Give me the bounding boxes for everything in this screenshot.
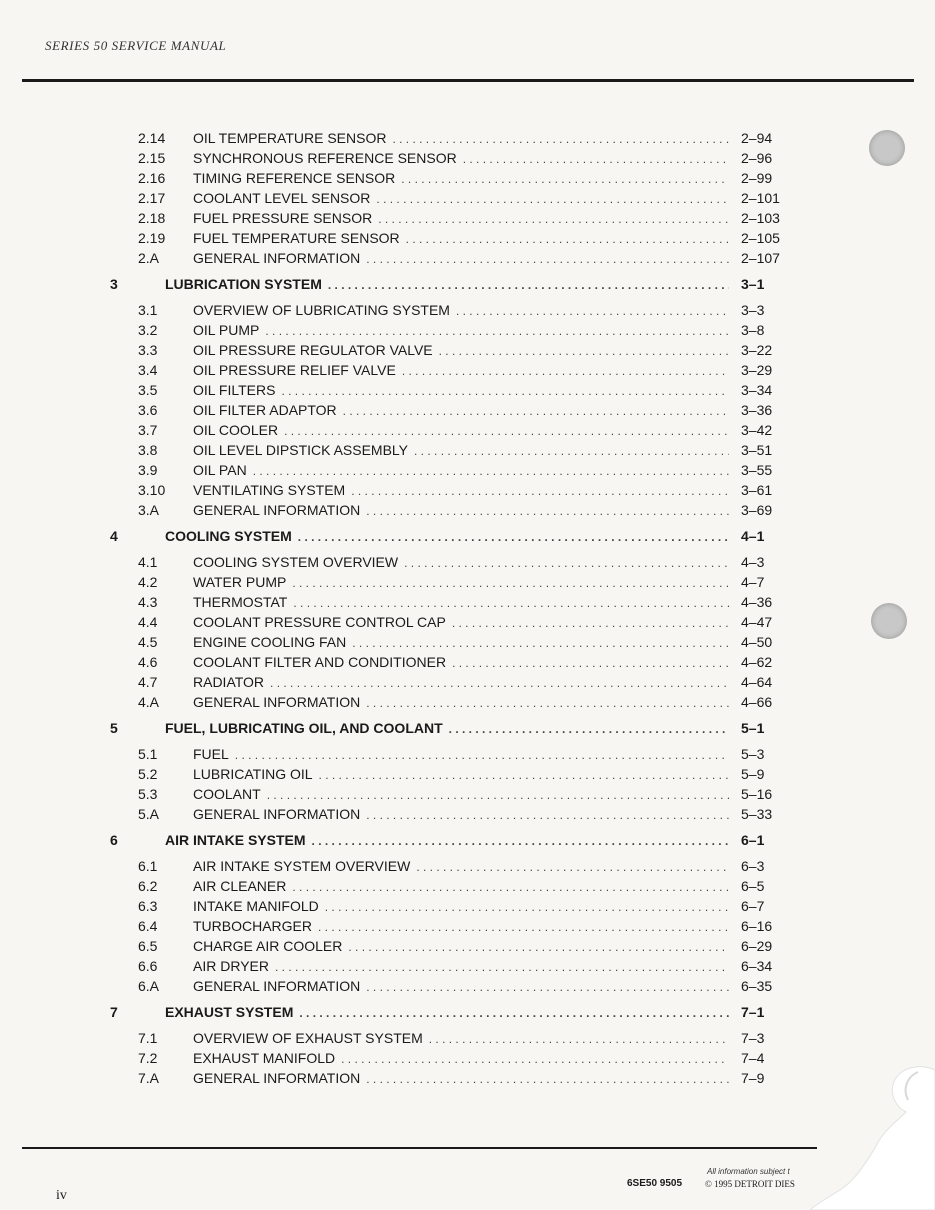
toc-title: GENERAL INFORMATION [193,502,361,518]
dot-leader [376,189,729,209]
toc-page-ref: 4–3 [741,554,765,570]
toc-title: FUEL [193,746,229,762]
toc-section-row[interactable] [0,1028,935,1048]
toc-page-ref: 7–3 [741,1030,765,1046]
dot-leader [325,897,729,917]
dot-leader [366,805,729,825]
toc-page-ref: 6–29 [741,938,773,954]
footer-disclaimer: All information subject t [707,1167,790,1176]
dot-leader [352,633,729,653]
toc-page-ref: 3–55 [741,462,773,478]
toc-number: 4.4 [138,614,158,630]
toc-page-ref: 4–1 [741,528,765,544]
dot-leader [318,917,729,937]
toc-title: ENGINE COOLING FAN [193,634,347,650]
toc-entry [193,652,729,673]
dot-leader [463,149,729,169]
toc-title: OIL PRESSURE REGULATOR VALVE [193,342,433,358]
toc-page-ref: 5–33 [741,806,773,822]
toc-section-row[interactable] [0,1048,935,1068]
toc-number: 6.2 [138,878,158,894]
toc-number: 7 [110,1004,118,1020]
toc-section-row[interactable] [0,340,935,360]
toc-entry [193,856,729,877]
toc-entry [193,976,729,997]
dot-leader [319,765,729,785]
toc-title: FUEL, LUBRICATING OIL, AND COOLANT [165,720,443,736]
toc-title: AIR CLEANER [193,878,287,894]
dot-leader [406,229,729,249]
dot-leader [292,573,729,593]
toc-entry [165,526,729,547]
toc-section-row[interactable] [0,420,935,440]
toc-entry [193,1048,729,1069]
toc-page-ref: 3–8 [741,322,765,338]
toc-title: LUBRICATING OIL [193,766,313,782]
toc-section-row[interactable] [0,440,935,460]
toc-title: COOLANT FILTER AND CONDITIONER [193,654,447,670]
toc-number: 2.19 [138,230,166,246]
toc-number: 3.6 [138,402,158,418]
toc-page-ref: 3–69 [741,502,773,518]
toc-number: 2.16 [138,170,166,186]
toc-number: 4.7 [138,674,158,690]
dot-leader [366,693,729,713]
dot-leader [299,1003,729,1023]
toc-entry [193,248,729,269]
toc-section-row[interactable] [0,400,935,420]
toc-entry [193,208,729,229]
toc-entry [193,876,729,897]
toc-entry [193,672,729,693]
toc-page-ref: 4–66 [741,694,773,710]
toc-number: 6.A [138,978,160,994]
toc-title: THERMOSTAT [193,594,288,610]
toc-page-ref: 2–99 [741,170,773,186]
toc-number: 6.4 [138,918,158,934]
toc-section-row[interactable] [0,956,935,976]
toc-entry [193,744,729,765]
toc-page-ref: 3–61 [741,482,773,498]
toc-title: AIR INTAKE SYSTEM [165,832,306,848]
toc-title: OIL PAN [193,462,247,478]
toc-number: 2.14 [138,130,166,146]
toc-number: 3.9 [138,462,158,478]
toc-page-ref: 6–1 [741,832,765,848]
toc-entry [193,1028,729,1049]
toc-entry [193,552,729,573]
toc-title: OIL TEMPERATURE SENSOR [193,130,387,146]
toc-section-row[interactable] [0,876,935,896]
toc-number: 3.4 [138,362,158,378]
dot-leader [253,461,729,481]
toc-entry [165,830,729,851]
toc-title: OIL FILTER ADAPTOR [193,402,337,418]
toc-title: OIL COOLER [193,422,279,438]
toc-title: EXHAUST SYSTEM [165,1004,294,1020]
toc-section-row[interactable] [0,896,935,916]
torn-page-corner [810,1060,935,1210]
toc-title: LUBRICATION SYSTEM [165,276,322,292]
toc-title: OIL FILTERS [193,382,276,398]
dot-leader [392,129,729,149]
binder-hole-top [869,130,905,166]
toc-entry [193,228,729,249]
dot-leader [366,249,729,269]
dot-leader [270,673,729,693]
toc-title: COOLANT LEVEL SENSOR [193,190,371,206]
toc-section-row[interactable] [0,380,935,400]
dot-leader [284,421,729,441]
toc-number: 7.1 [138,1030,158,1046]
toc-title: CHARGE AIR COOLER [193,938,343,954]
toc-entry [193,764,729,785]
dot-leader [267,785,729,805]
toc-number: 3.10 [138,482,166,498]
toc-number: 6.3 [138,898,158,914]
dot-leader [265,321,729,341]
toc-page-ref: 4–64 [741,674,773,690]
binder-hole-middle [871,603,907,639]
toc-number: 6.6 [138,958,158,974]
dot-leader [401,169,729,189]
toc-section-row[interactable] [0,552,935,572]
toc-number: 3.8 [138,442,158,458]
toc-section-row[interactable] [0,248,935,268]
toc-number: 6.5 [138,938,158,954]
toc-section-row[interactable] [0,652,935,672]
toc-number: 2.A [138,250,160,266]
toc-page-ref: 3–36 [741,402,773,418]
toc-title: INTAKE MANIFOLD [193,898,319,914]
toc-chapter-row[interactable] [0,1002,935,1022]
dot-leader [275,957,729,977]
dot-leader [298,527,729,547]
toc-chapter-row[interactable] [0,830,935,850]
dot-leader [439,341,729,361]
toc-section-row[interactable] [0,168,935,188]
toc-section-row[interactable] [0,480,935,500]
dot-leader [348,937,729,957]
toc-page-ref: 3–3 [741,302,765,318]
toc-number: 2.18 [138,210,166,226]
toc-title: AIR INTAKE SYSTEM OVERVIEW [193,858,411,874]
toc-number: 5.2 [138,766,158,782]
toc-entry [193,168,729,189]
toc-entry [193,592,729,613]
toc-chapter-row[interactable] [0,526,935,546]
toc-number: 3.3 [138,342,158,358]
toc-page-ref: 3–42 [741,422,773,438]
toc-section-row[interactable] [0,128,935,148]
dot-leader [293,593,729,613]
toc-section-row[interactable] [0,804,935,824]
toc-page-ref: 3–29 [741,362,773,378]
toc-title: OIL PUMP [193,322,260,338]
toc-number: 3.5 [138,382,158,398]
toc-entry [193,188,729,209]
toc-section-row[interactable] [0,500,935,520]
dot-leader [366,977,729,997]
toc-title: COOLANT [193,786,261,802]
toc-section-row[interactable] [0,228,935,248]
toc-page-ref: 4–47 [741,614,773,630]
toc-number: 7.A [138,1070,160,1086]
toc-section-row[interactable] [0,188,935,208]
toc-number: 5 [110,720,118,736]
dot-leader [452,653,729,673]
toc-title: GENERAL INFORMATION [193,978,361,994]
footer-copyright: © 1995 DETROIT DIES [705,1179,795,1189]
toc-section-row[interactable] [0,612,935,632]
toc-page-ref: 6–3 [741,858,765,874]
toc-entry [165,1002,729,1023]
toc-page-ref: 4–62 [741,654,773,670]
toc-entry [193,420,729,441]
toc-entry [193,380,729,401]
toc-entry [193,320,729,341]
toc-title: OIL LEVEL DIPSTICK ASSEMBLY [193,442,409,458]
toc-title: OVERVIEW OF LUBRICATING SYSTEM [193,302,450,318]
toc-page-ref: 2–101 [741,190,780,206]
toc-entry [193,936,729,957]
toc-page-ref: 5–3 [741,746,765,762]
toc-number: 3 [110,276,118,292]
toc-page-ref: 6–16 [741,918,773,934]
toc-number: 6.1 [138,858,158,874]
dot-leader [456,301,729,321]
dot-leader [281,381,729,401]
toc-number: 4.3 [138,594,158,610]
toc-page-ref: 5–1 [741,720,765,736]
toc-title: RADIATOR [193,674,265,690]
toc-page-ref: 5–9 [741,766,765,782]
toc-section-row[interactable] [0,856,935,876]
toc-title: TIMING REFERENCE SENSOR [193,170,396,186]
toc-entry [165,274,729,295]
dot-leader [343,401,729,421]
toc-section-row[interactable] [0,672,935,692]
toc-number: 3.1 [138,302,158,318]
toc-entry [193,916,729,937]
toc-number: 5.1 [138,746,158,762]
toc-section-row[interactable] [0,572,935,592]
dot-leader [235,745,729,765]
dot-leader [312,831,729,851]
toc-title: AIR DRYER [193,958,269,974]
toc-page-ref: 3–51 [741,442,773,458]
toc-section-row[interactable] [0,744,935,764]
toc-section-row[interactable] [0,976,935,996]
footer-document-code: 6SE50 9505 [627,1178,683,1189]
toc-title: TURBOCHARGER [193,918,313,934]
dot-leader [366,1069,729,1089]
toc-number: 4.2 [138,574,158,590]
toc-section-row[interactable] [0,592,935,612]
toc-page-ref: 2–94 [741,130,773,146]
toc-number: 4.1 [138,554,158,570]
toc-number: 3.2 [138,322,158,338]
toc-section-row[interactable] [0,916,935,936]
toc-number: 2.15 [138,150,166,166]
dot-leader [449,719,729,739]
toc-entry [193,400,729,421]
toc-page-ref: 6–7 [741,898,765,914]
footer-rule [22,1147,817,1149]
toc-title: GENERAL INFORMATION [193,694,361,710]
toc-page-ref: 7–9 [741,1070,765,1086]
toc-page-ref: 2–96 [741,150,773,166]
toc-title: GENERAL INFORMATION [193,806,361,822]
toc-number: 3.7 [138,422,158,438]
toc-entry [193,460,729,481]
toc-section-row[interactable] [0,300,935,320]
toc-section-row[interactable] [0,360,935,380]
toc-title: FUEL TEMPERATURE SENSOR [193,230,400,246]
toc-entry [193,804,729,825]
toc-title: EXHAUST MANIFOLD [193,1050,336,1066]
toc-entry [193,956,729,977]
dot-leader [429,1029,729,1049]
toc-entry [193,784,729,805]
toc-chapter-row[interactable] [0,274,935,294]
toc-entry [193,500,729,521]
toc-title: VENTILATING SYSTEM [193,482,346,498]
toc-number: 5.A [138,806,160,822]
toc-section-row[interactable] [0,632,935,652]
dot-leader [366,501,729,521]
toc-entry [193,440,729,461]
toc-section-row[interactable] [0,1068,935,1088]
toc-section-row[interactable] [0,320,935,340]
page-number: iv [56,1188,67,1203]
header-rule [22,79,914,82]
toc-entry [165,718,729,739]
toc-title: COOLING SYSTEM OVERVIEW [193,554,399,570]
toc-title: GENERAL INFORMATION [193,250,361,266]
toc-title: COOLING SYSTEM [165,528,292,544]
dot-leader [292,877,729,897]
toc-chapter-row[interactable] [0,718,935,738]
dot-leader [452,613,729,633]
toc-page-ref: 4–50 [741,634,773,650]
toc-entry [193,1068,729,1089]
toc-page-ref: 2–105 [741,230,780,246]
dot-leader [404,553,729,573]
dot-leader [416,857,729,877]
toc-section-row[interactable] [0,764,935,784]
toc-section-row[interactable] [0,784,935,804]
toc-entry [193,612,729,633]
toc-entry [193,300,729,321]
toc-entry [193,148,729,169]
toc-entry [193,632,729,653]
toc-entry [193,692,729,713]
toc-entry [193,480,729,501]
toc-title: SYNCHRONOUS REFERENCE SENSOR [193,150,457,166]
toc-page-ref: 7–1 [741,1004,765,1020]
toc-title: FUEL PRESSURE SENSOR [193,210,373,226]
toc-title: OVERVIEW OF EXHAUST SYSTEM [193,1030,423,1046]
toc-number: 4.6 [138,654,158,670]
dot-leader [341,1049,729,1069]
dot-leader [378,209,729,229]
running-header: SERIES 50 SERVICE MANUAL [45,38,227,53]
toc-page-ref: 3–1 [741,276,765,292]
toc-entry [193,128,729,149]
toc-page-ref: 4–36 [741,594,773,610]
toc-title: GENERAL INFORMATION [193,1070,361,1086]
toc-section-row[interactable] [0,936,935,956]
toc-page-ref: 2–107 [741,250,780,266]
toc-page-ref: 3–22 [741,342,773,358]
dot-leader [351,481,729,501]
toc-entry [193,896,729,917]
dot-leader [414,441,729,461]
toc-title: WATER PUMP [193,574,287,590]
toc-number: 3.A [138,502,160,518]
toc-number: 4 [110,528,118,544]
toc-entry [193,340,729,361]
dot-leader [402,361,729,381]
toc-section-row[interactable] [0,208,935,228]
toc-number: 7.2 [138,1050,158,1066]
toc-entry [193,360,729,381]
toc-page-ref: 3–34 [741,382,773,398]
toc-page-ref: 4–7 [741,574,765,590]
toc-entry [193,572,729,593]
toc-number: 5.3 [138,786,158,802]
toc-page-ref: 5–16 [741,786,773,802]
toc-page-ref: 2–103 [741,210,780,226]
dot-leader [328,275,729,295]
toc-number: 4.5 [138,634,158,650]
toc-title: OIL PRESSURE RELIEF VALVE [193,362,396,378]
toc-section-row[interactable] [0,148,935,168]
toc-page-ref: 6–5 [741,878,765,894]
toc-title: COOLANT PRESSURE CONTROL CAP [193,614,446,630]
toc-number: 2.17 [138,190,166,206]
toc-section-row[interactable] [0,460,935,480]
toc-number: 4.A [138,694,160,710]
toc-page-ref: 6–34 [741,958,773,974]
toc-page-ref: 6–35 [741,978,773,994]
toc-page-ref: 7–4 [741,1050,765,1066]
toc-section-row[interactable] [0,692,935,712]
toc-number: 6 [110,832,118,848]
